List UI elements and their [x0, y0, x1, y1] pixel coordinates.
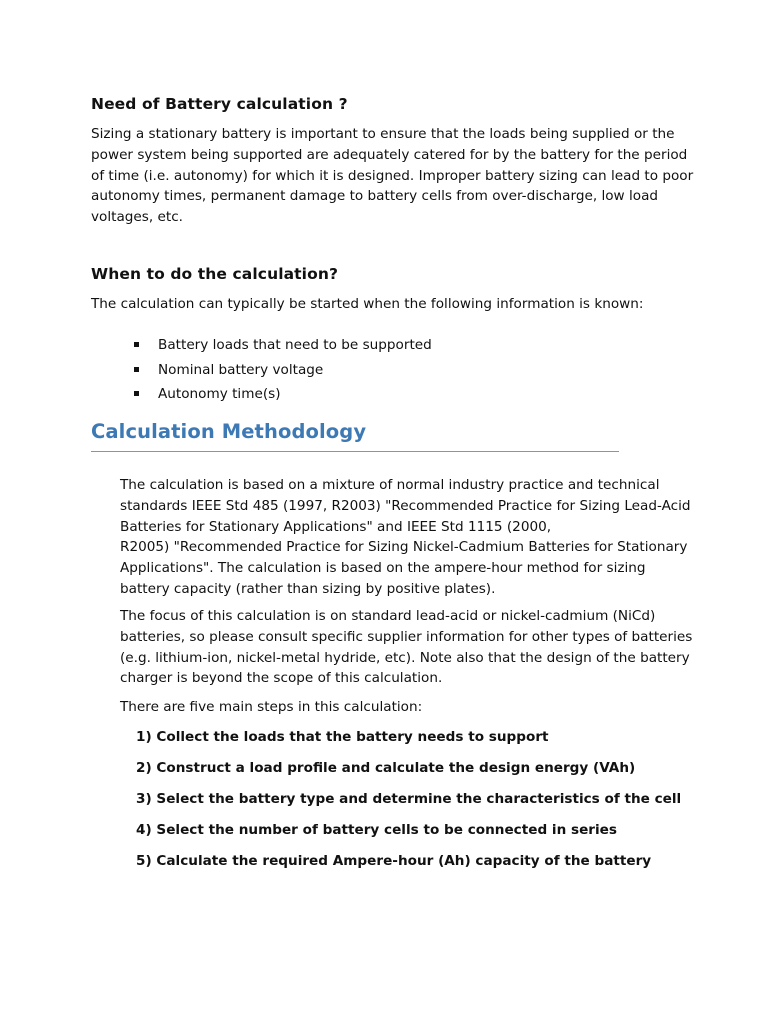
paragraph-line: charger is beyond the scope of this calculation.	[120, 670, 443, 687]
paragraph-line: batteries, so please consult specific supplier information for other types of batteries	[120, 628, 693, 645]
paragraph-line: Applications". The calculation is based on the ampere-hour method for sizing	[120, 560, 646, 577]
methodology-paragraph-1	[120, 475, 691, 600]
step-item: 3) Select the battery type and determine the characteristics of the cell	[136, 791, 682, 807]
need-line: of time (i.e. autonomy) for which it is designed. Improper battery sizing can lead to poor	[91, 167, 694, 184]
bullet-square-icon	[134, 391, 139, 396]
list-item-text: Autonomy time(s)	[158, 386, 281, 402]
requirements-list	[134, 336, 432, 410]
paragraph-line: The focus of this calculation is on standard lead-acid or nickel-cadmium (NiCd)	[120, 608, 656, 624]
steps-list	[136, 727, 681, 882]
steps-intro: There are five main steps in this calculation:	[120, 699, 423, 715]
paragraph-line: (e.g. lithium-ion, nickel-metal hydride, etc). Note also that the design of the battery	[120, 649, 690, 666]
step-item: 1) Collect the loads that the battery needs to support	[136, 729, 549, 745]
need-line: autonomy times, permanent damage to battery cells from over-discharge, low load	[91, 188, 659, 205]
paragraph-line: Batteries for Stationary Applications" and IEEE Std 1115 (2000,	[120, 518, 552, 535]
paragraph-line: The calculation is based on a mixture of normal industry practice and technical	[120, 477, 660, 493]
list-item-text: Nominal battery voltage	[158, 361, 324, 378]
list-item-text: Battery loads that need to be supported	[158, 337, 432, 353]
list-item	[134, 385, 432, 410]
paragraph-line: R2005) "Recommended Practice for Sizing Nickel-Cadmium Batteries for Stationary	[120, 539, 688, 556]
step-item: 5) Calculate the required Ampere-hour (Ah) capacity of the battery	[136, 853, 652, 869]
paragraph-line: battery capacity (rather than sizing by positive plates).	[120, 580, 496, 597]
step-item: 4) Select the number of battery cells to be connected in series	[136, 822, 617, 838]
list-item	[134, 361, 432, 386]
list-item	[134, 336, 432, 361]
need-line: voltages, etc.	[91, 209, 184, 226]
heading-underline-divider	[91, 451, 619, 452]
paragraph-line: standards IEEE Std 485 (1997, R2003) "Recommended Practice for Sizing Lead-Acid	[120, 497, 691, 514]
need-paragraph	[91, 124, 693, 228]
need-line: power system being supported are adequately catered for by the battery for the period	[91, 146, 688, 163]
when-intro: The calculation can typically be started when the following information is known:	[91, 296, 644, 312]
methodology-heading: Calculation Methodology	[91, 420, 367, 443]
need-line: Sizing a stationary battery is important to ensure that the loads being supplied or the	[91, 126, 675, 142]
bullet-square-icon	[134, 342, 139, 347]
need-heading: Need of Battery calculation ?	[91, 95, 348, 113]
when-heading: When to do the calculation?	[91, 265, 339, 283]
step-item: 2) Construct a load profile and calculate the design energy (VAh)	[136, 760, 636, 776]
bullet-square-icon	[134, 367, 139, 372]
methodology-paragraph-2	[120, 606, 692, 689]
